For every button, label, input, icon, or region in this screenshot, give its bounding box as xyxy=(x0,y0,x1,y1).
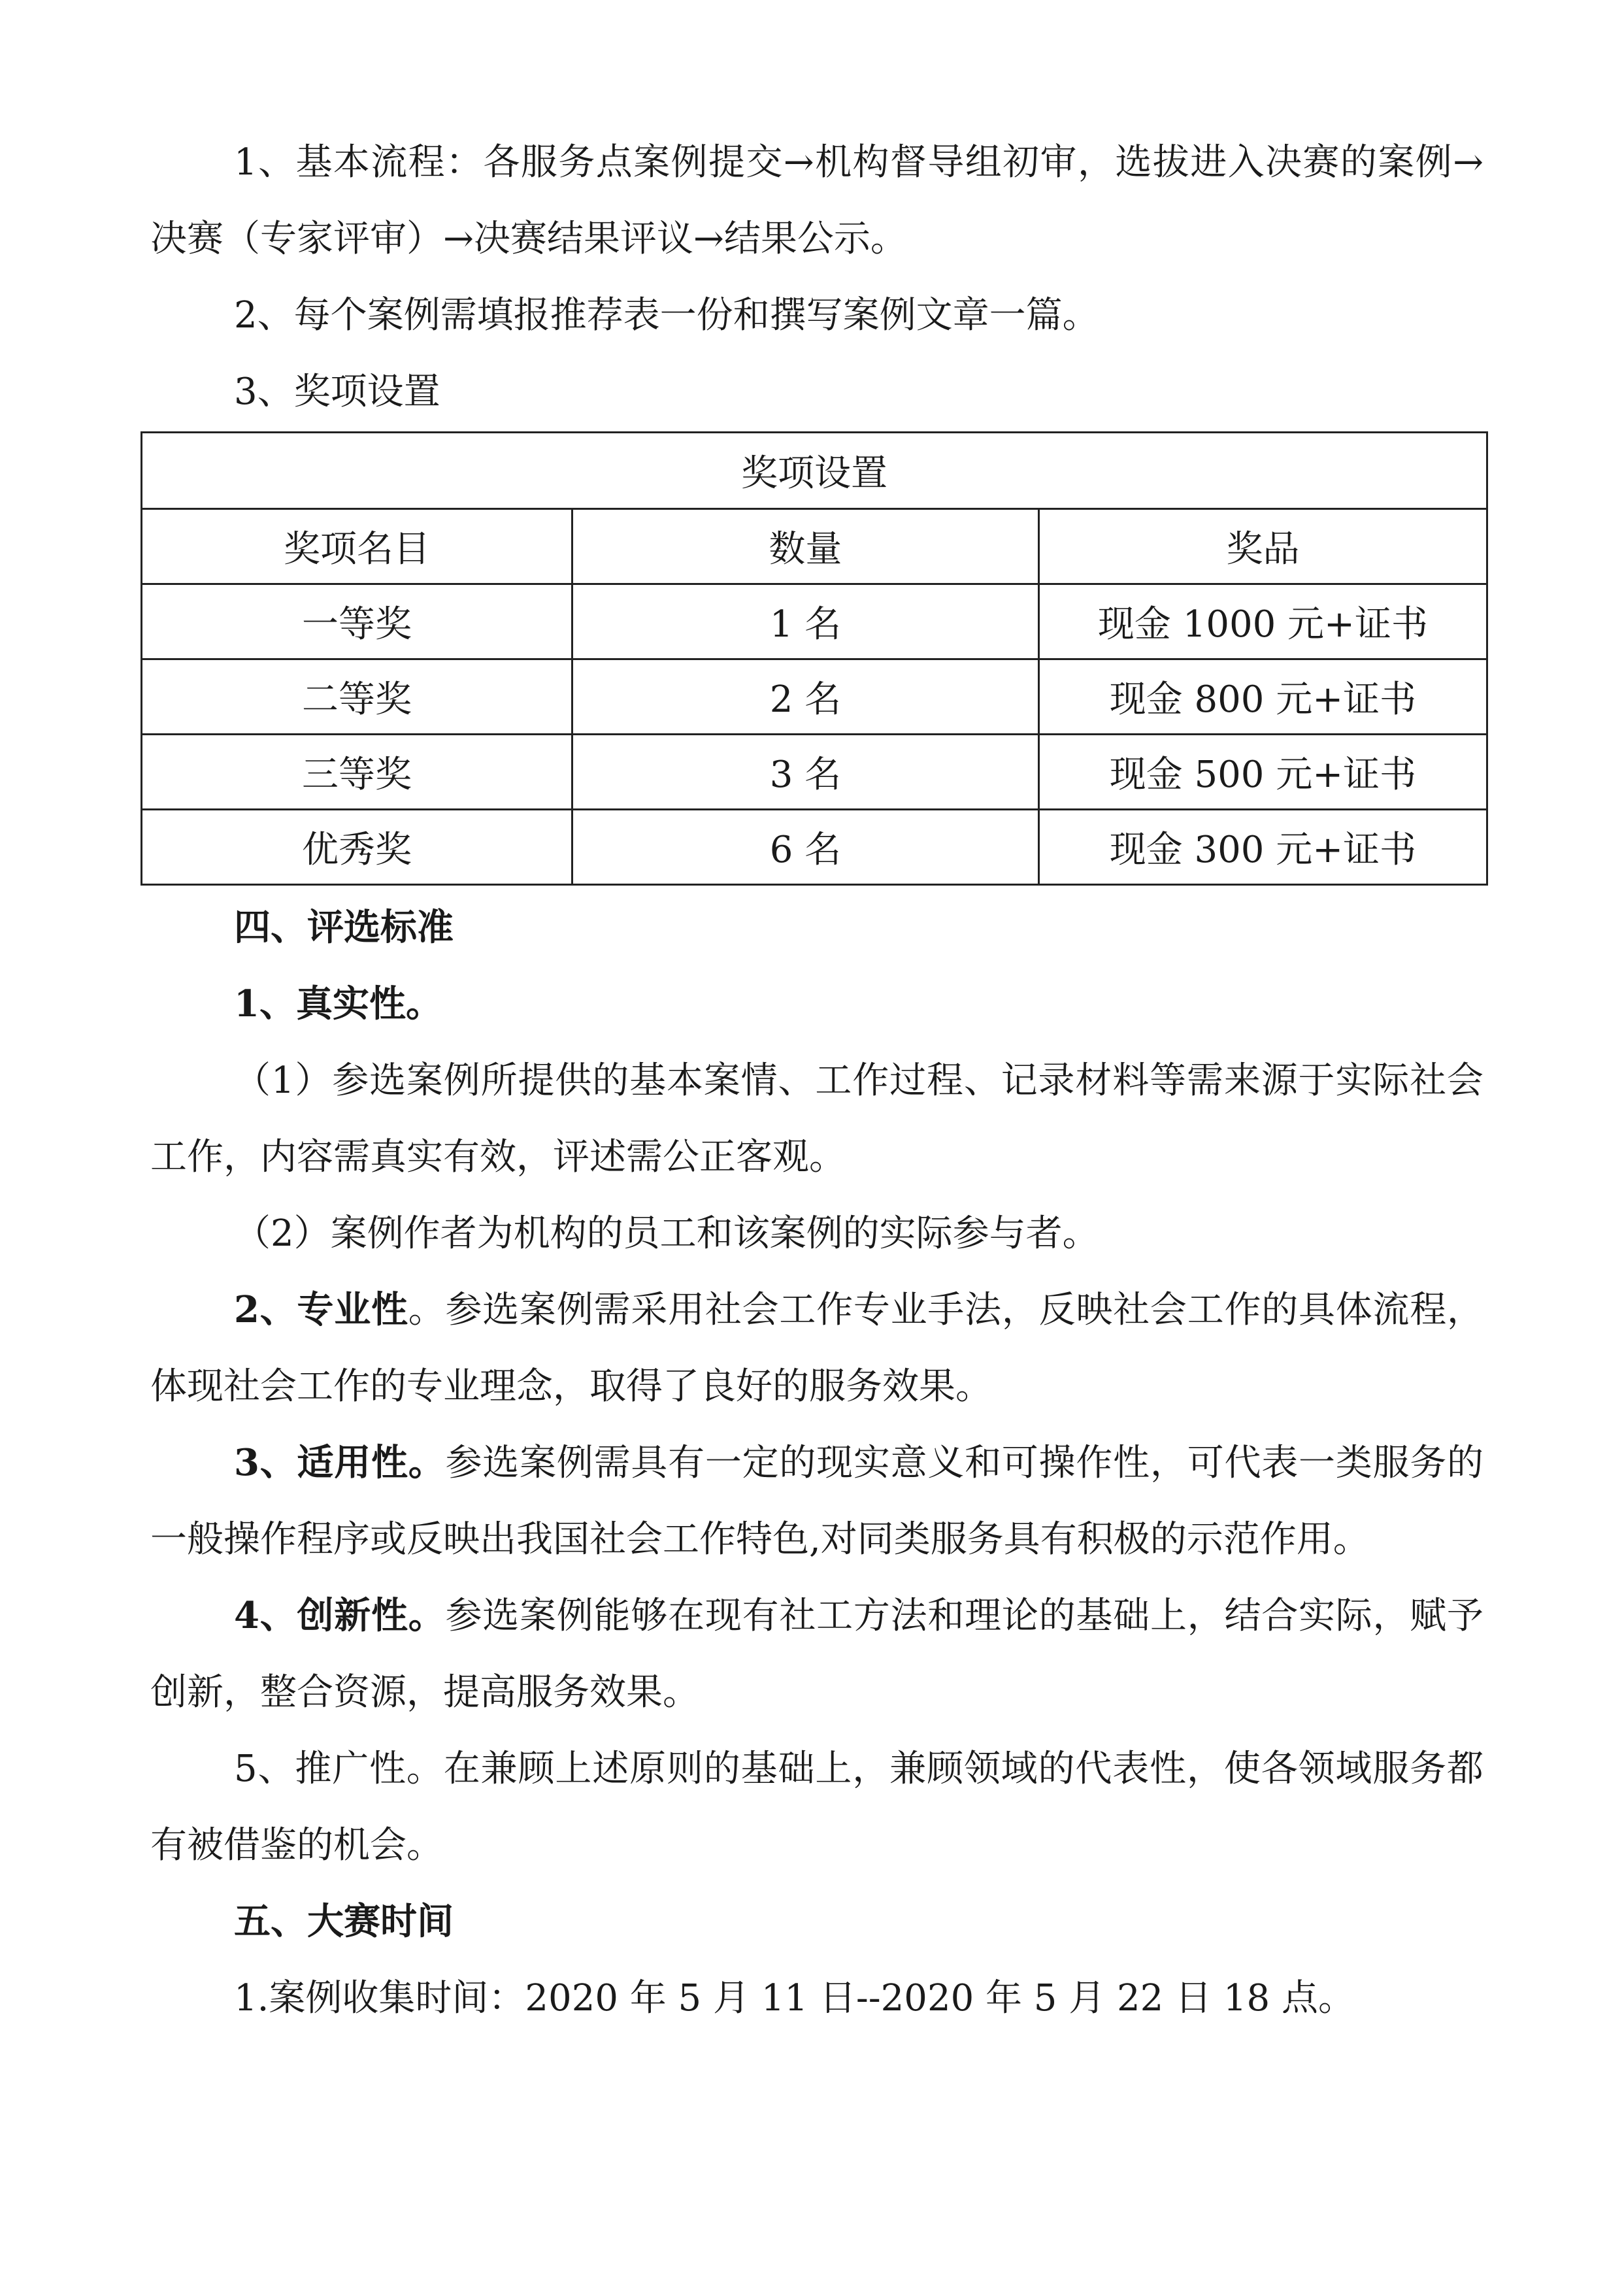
table-caption: 奖项设置 xyxy=(142,433,1487,509)
criteria-authenticity-heading: 1、真实性。 xyxy=(234,982,442,1025)
criteria-applicability-text: 参选案例需具有一定的现实意义和可操作性，可代表一类服务的一般操作程序或反映出我国社会工作特色,对同类服务具有积极的示范作用。 xyxy=(150,1442,1484,1561)
section-heading-schedule: 五、大赛时间 xyxy=(234,1900,454,1943)
criteria-professionalism-label: 2、专业性 xyxy=(234,1288,408,1331)
table-row xyxy=(142,810,1487,885)
criteria-applicability-label: 3、适用性。 xyxy=(234,1441,446,1484)
table-cell: 现金 1000 元+证书 xyxy=(1038,584,1487,659)
criteria-innovation-label: 4、创新性。 xyxy=(234,1594,446,1637)
criteria-authenticity-sub1: （1）参选案例所提供的基本案情、工作过程、记录材料等需来源于实际社会工作，内容需真实有效，评述需公正客观。 xyxy=(150,1059,1483,1178)
criteria-promotion: 5、推广性。在兼顾上述原则的基础上，兼顾领域的代表性，使各领域服务都有被借鉴的机会。 xyxy=(150,1748,1483,1867)
paragraph-awards-setting: 3、奖项设置 xyxy=(234,371,440,413)
table-cell: 优秀奖 xyxy=(142,810,572,885)
table-row xyxy=(142,659,1487,735)
criteria-professionalism xyxy=(150,1272,1483,1425)
criteria-professionalism-text: 。参选案例需采用社会工作专业手法，反映社会工作的具体流程，体现社会工作的专业理念，取得了良好的服务效果。 xyxy=(150,1289,1484,1408)
table-cell: 现金 800 元+证书 xyxy=(1038,659,1487,735)
paragraph-recommendation-form: 2、每个案例需填报推荐表一份和撰写案例文章一篇。 xyxy=(234,294,1099,337)
table-cell: 2 名 xyxy=(572,659,1038,735)
table-header-cell: 奖项名目 xyxy=(142,509,572,584)
table-header-cell: 数量 xyxy=(572,509,1038,584)
criteria-innovation xyxy=(150,1578,1483,1731)
criteria-applicability xyxy=(150,1425,1483,1578)
table-cell: 二等奖 xyxy=(142,659,572,735)
paragraph-basic-process: 1、基本流程：各服务点案例提交→机构督导组初审，选拔进入决赛的案例→决赛（专家评审）→决赛结果评议→结果公示。 xyxy=(150,141,1483,260)
table-cell: 现金 300 元+证书 xyxy=(1038,810,1487,885)
table-caption-row xyxy=(142,433,1487,509)
section-heading-criteria: 四、评选标准 xyxy=(234,906,454,949)
criteria-authenticity-sub2: （2）案例作者为机构的员工和该案例的实际参与者。 xyxy=(234,1212,1099,1255)
table-header-row xyxy=(142,509,1487,584)
table-cell: 现金 500 元+证书 xyxy=(1038,735,1487,810)
schedule-collection-time: 1.案例收集时间：2020 年 5 月 11 日--2020 年 5 月 22 日 18 点。 xyxy=(234,1977,1355,2019)
awards-table xyxy=(141,431,1488,886)
table-cell: 一等奖 xyxy=(142,584,572,659)
table-header-cell: 奖品 xyxy=(1038,509,1487,584)
table-cell: 1 名 xyxy=(572,584,1038,659)
table-cell: 三等奖 xyxy=(142,735,572,810)
criteria-innovation-text: 参选案例能够在现有社工方法和理论的基础上，结合实际，赋予创新，整合资源，提高服务效果。 xyxy=(150,1595,1484,1714)
table-cell: 6 名 xyxy=(572,810,1038,885)
table-row xyxy=(142,584,1487,659)
table-cell: 3 名 xyxy=(572,735,1038,810)
document-page xyxy=(150,124,1483,2036)
table-row xyxy=(142,735,1487,810)
